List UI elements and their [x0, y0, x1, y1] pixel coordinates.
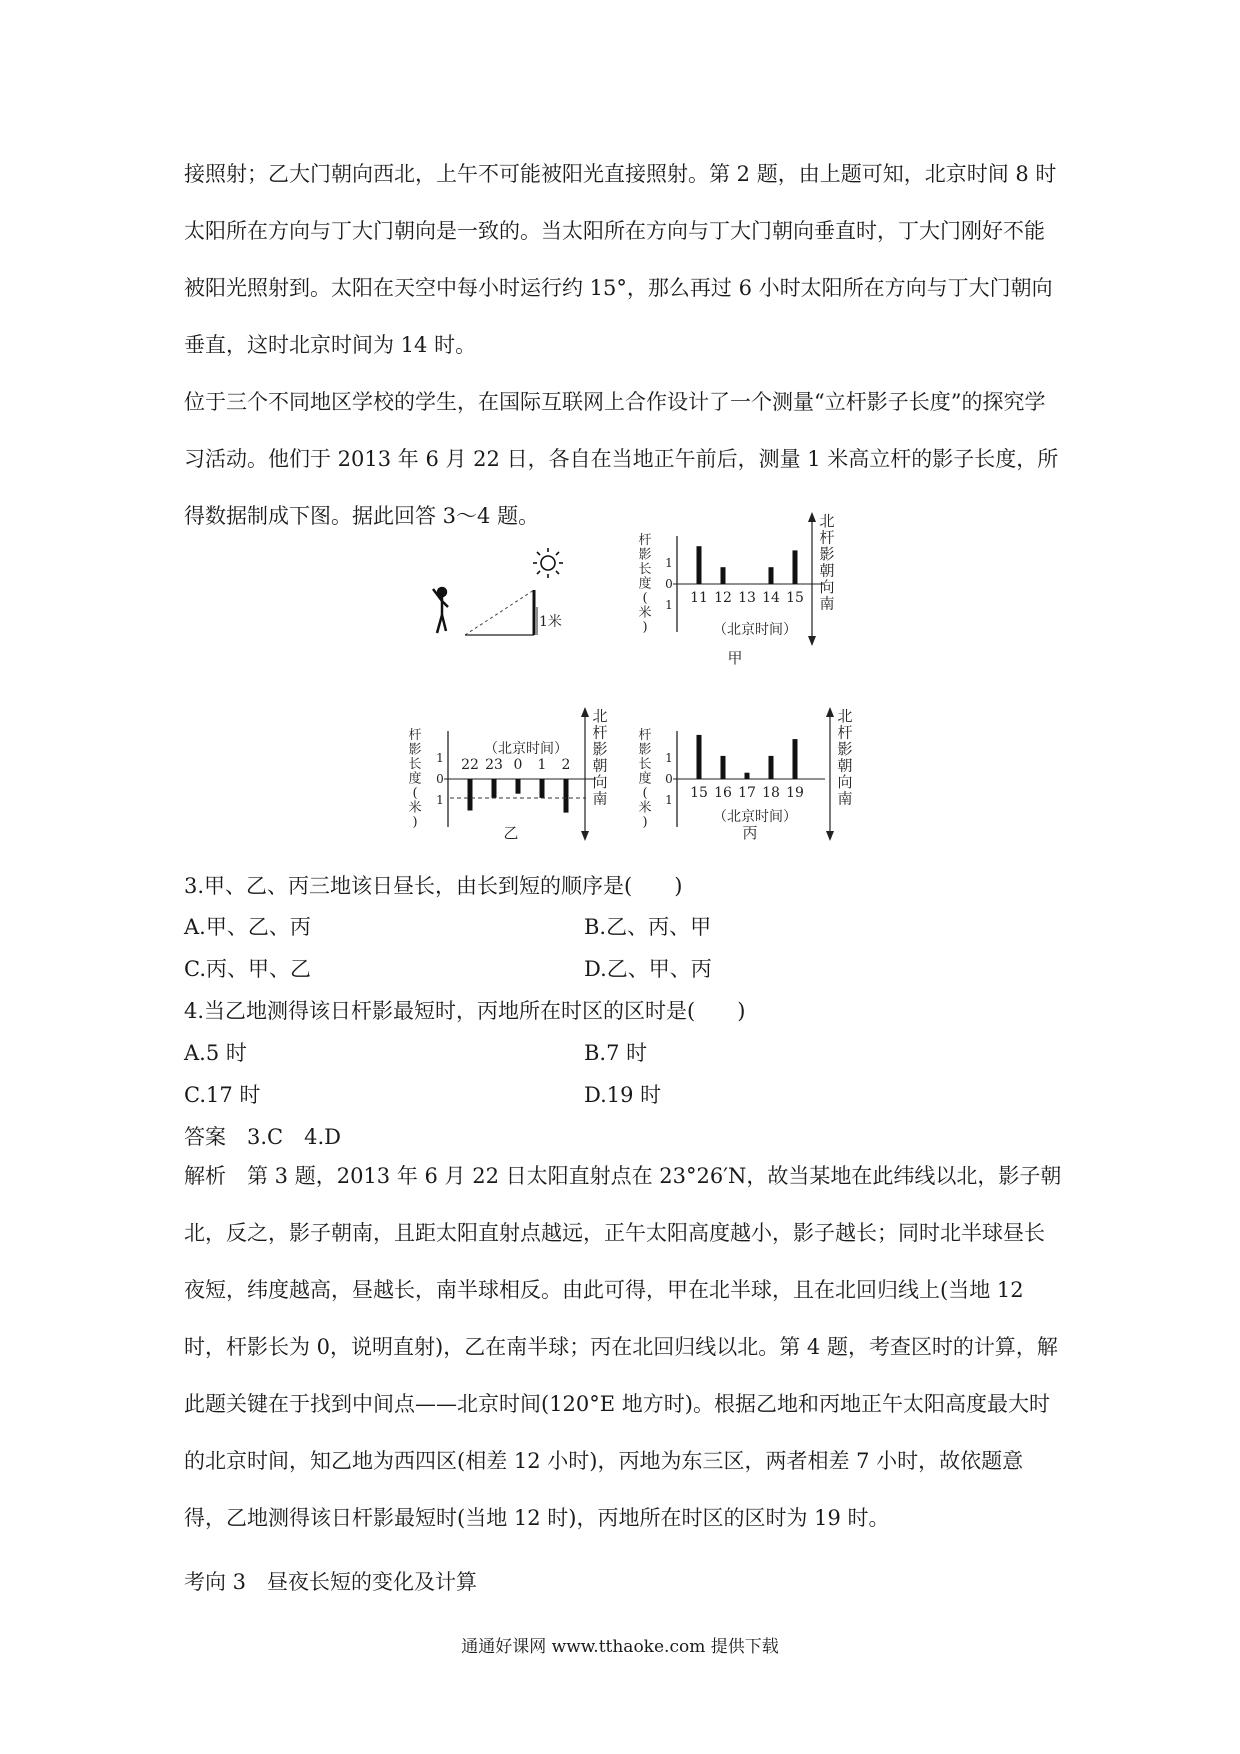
direction-label [592, 707, 607, 808]
y-axis-label-char: ( [642, 786, 648, 801]
y-axis-label-char: ) [642, 815, 648, 830]
y-axis-label-char: 杆 [408, 728, 422, 743]
bar [468, 779, 473, 811]
y-tick-label: 1 [665, 598, 673, 612]
x-tick-label: 22 [461, 757, 479, 773]
time-axis-label: （北京时间） [713, 809, 797, 825]
y-tick-label: 0 [436, 772, 444, 786]
chart-title: 丙 [742, 824, 758, 842]
direction-label [837, 707, 852, 808]
footer: 通通好课网 www.tthaoke.com 提供下载 [461, 1637, 779, 1657]
x-tick-label: 23 [485, 757, 503, 773]
y-axis-label-char: 米 [638, 800, 652, 816]
bar [697, 735, 702, 779]
y-axis-label-char: 长 [638, 562, 652, 577]
x-tick-label: 18 [762, 785, 780, 801]
arrow-down-icon [808, 636, 816, 646]
bar [793, 739, 798, 779]
bar [721, 756, 726, 779]
analysis-paragraph: 解析 第 3 题，2013 年 6 月 22 日太阳直射点在 23°26′N，故当某地在此纬线以北，影子朝北，反之，影子朝南，且距太阳直射点越远，正午太阳高度越小，影子越长；同时北半球昼长夜短，纬度越高，昼越长，南半球相反。由此可得，甲在北半球，且在北回归线上(当地 12 时，杆影长为 0，说明直射)，乙在南半球；丙在北回归线以北。第 4 题，考查区时的计算，解此题关键在于找到中间点——北京时间(120°E 地方时)。根据乙地和丙地正午太阳高度最大时的北京时间，知乙地为西四区(相差 12 小时)，丙地为东三区，两者相差 7 小时，故依题意得，乙地测得该日杆影最短时(当地 12 时)，丙地所在时区的区时为 19 时。 [184, 1164, 1062, 1530]
y-axis-label-char: 杆 [638, 728, 652, 743]
direction-label-char: 影 [592, 740, 608, 758]
q4-option-b[interactable]: B.7 时 [584, 1041, 648, 1065]
direction-label-char: 杆 [819, 528, 835, 547]
direction-label-char: 影 [837, 740, 853, 758]
x-tick-label: 14 [762, 590, 780, 606]
arrow-up-icon [826, 707, 834, 717]
explanation-paragraph-1: 接照射；乙大门朝向西北，上午不可能被阳光直接照射。第 2 题，由上题可知，北京时间 8 时太阳所在方向与丁大门朝向是一致的。当太阳所在方向与丁大门朝向垂直时，丁大门刚好不能被阳光照射到。太阳在天空中每小时运行约 15°，那么再过 6 小时太阳所在方向与丁大门朝向垂直，这时北京时间为 14 时。 [184, 162, 1057, 357]
question-3: 3.甲、乙、丙三地该日昼长，由长到短的顺序是( ) [184, 874, 683, 898]
y-tick-label: 0 [665, 577, 673, 591]
bar [540, 779, 545, 798]
pole-height-label: 1米 [539, 614, 562, 630]
y-axis-label-char: 度 [408, 771, 422, 787]
y-tick-label: 1 [436, 793, 444, 807]
y-axis-label-char: ) [642, 620, 648, 635]
x-tick-label: 19 [786, 785, 804, 801]
chart-2 [665, 707, 834, 842]
y-axis-label-char: 杆 [638, 533, 652, 548]
chart-title: 乙 [503, 824, 519, 842]
y-axis-label-char: 度 [638, 771, 652, 787]
direction-label-char: 向 [592, 773, 608, 791]
direction-label-char: 杆 [592, 723, 608, 742]
y-tick-label: 0 [665, 772, 673, 786]
direction-label [819, 512, 834, 613]
y-axis-label-char: 米 [408, 800, 422, 816]
bar [516, 779, 521, 794]
y-axis-label-char: 长 [638, 757, 652, 772]
y-axis-label [638, 727, 651, 830]
y-axis-label-char: ( [642, 591, 648, 606]
y-tick-label: 1 [665, 751, 673, 765]
x-tick-label: 13 [738, 590, 756, 606]
q3-option-d[interactable]: D.乙、甲、丙 [584, 957, 712, 981]
chart-0 [665, 512, 825, 667]
direction-label-char: 杆 [837, 723, 853, 742]
arrow-up-icon [808, 512, 816, 522]
direction-label-char: 朝 [592, 756, 608, 775]
bar [564, 779, 569, 813]
q4-option-d[interactable]: D.19 时 [584, 1083, 662, 1107]
bar [745, 773, 750, 779]
y-tick-label: 1 [436, 751, 444, 765]
y-axis-label [408, 727, 421, 830]
direction-label-char: 向 [819, 578, 835, 596]
x-tick-label: 12 [714, 590, 732, 606]
y-axis-label [638, 532, 651, 635]
direction-label-char: 北 [592, 707, 608, 725]
y-axis-label-char: 长 [408, 757, 422, 772]
answer-line: 答案 3.C 4.D [184, 1125, 341, 1149]
y-tick-label: 1 [665, 556, 673, 570]
chart-1 [436, 707, 596, 842]
y-axis-label-char: 米 [638, 605, 652, 621]
bar [793, 550, 798, 584]
time-axis-label: （北京时间） [713, 622, 797, 638]
time-axis-label: （北京时间） [484, 741, 568, 757]
y-tick-label: 1 [665, 793, 673, 807]
direction-label-char: 向 [837, 773, 853, 791]
x-tick-label: 2 [561, 757, 571, 773]
question-4: 4.当乙地测得该日杆影最短时，丙地所在时区的区时是( ) [184, 999, 746, 1023]
y-axis-label-char: 影 [408, 742, 422, 758]
y-axis-label-char: 影 [638, 742, 652, 758]
y-axis-label-char: ( [412, 786, 418, 801]
arrow-down-icon [581, 831, 589, 841]
y-axis-label-char: 度 [638, 576, 652, 592]
bar [492, 779, 497, 798]
direction-label-char: 朝 [837, 756, 853, 775]
bar [769, 567, 774, 584]
x-tick-label: 0 [513, 757, 523, 773]
x-tick-label: 15 [690, 785, 708, 801]
bar [769, 756, 774, 779]
q3-option-a[interactable]: A.甲、乙、丙 [184, 915, 311, 939]
direction-label-char: 南 [592, 789, 608, 808]
direction-label-char: 北 [837, 707, 853, 725]
arrow-down-icon [826, 831, 834, 841]
direction-label-char: 北 [819, 512, 835, 530]
direction-label-char: 影 [819, 545, 835, 563]
bar [697, 546, 702, 584]
arrow-up-icon [581, 707, 589, 717]
bar [721, 567, 726, 584]
x-tick-label: 1 [537, 757, 547, 773]
direction-label-char: 南 [819, 594, 835, 613]
chart-title: 甲 [727, 649, 743, 667]
direction-label-char: 南 [837, 789, 853, 808]
q3-option-c[interactable]: C.丙、甲、乙 [184, 957, 311, 981]
direction-label-char: 朝 [819, 561, 835, 580]
intro-paragraph: 位于三个不同地区学校的学生，在国际互联网上合作设计了一个测量“立杆影子长度”的探究学习活动。他们于 2013 年 6 月 22 日，各自在当地正午前后，测量 1 米高立杆的影子长度，所得数据制成下图。据此回答 3～4 题。 [184, 390, 1059, 528]
q4-option-a[interactable]: A.5 时 [184, 1041, 247, 1065]
y-axis-label-char: ) [412, 815, 418, 830]
section-heading: 考向 3 昼夜长短的变化及计算 [184, 1570, 478, 1594]
x-tick-label: 16 [714, 785, 732, 801]
y-axis-label-char: 影 [638, 547, 652, 563]
x-tick-label: 17 [738, 785, 756, 801]
q3-option-b[interactable]: B.乙、丙、甲 [584, 915, 712, 939]
x-tick-label: 15 [786, 590, 804, 606]
x-tick-label: 11 [690, 590, 708, 606]
q4-option-c[interactable]: C.17 时 [184, 1083, 261, 1107]
